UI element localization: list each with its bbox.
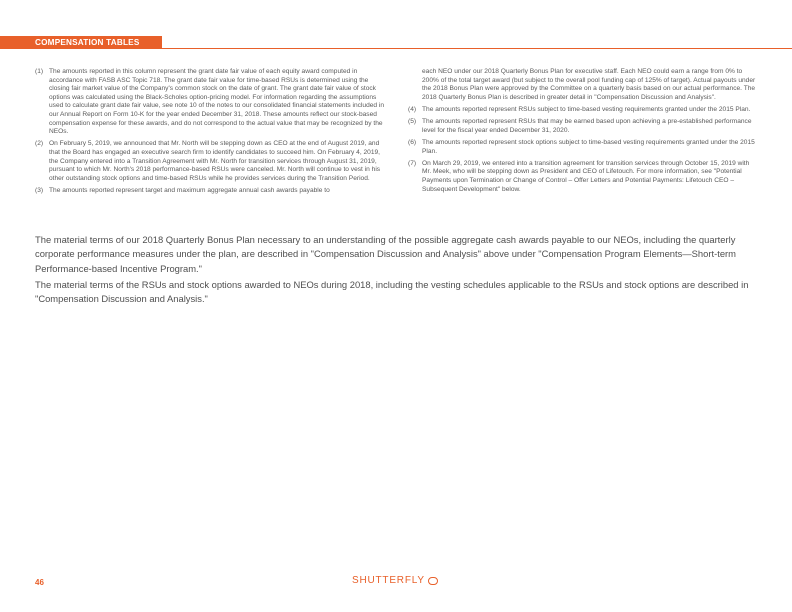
footnote-text: The amounts reported represent RSUs subject to time-based vesting requirements granted under the 2015 Plan.: [422, 105, 751, 113]
footnote-number: (4): [408, 105, 417, 113]
footnote-number: (5): [408, 118, 417, 126]
footnote-7: [408, 160, 760, 194]
footnotes-left-column: [35, 68, 385, 199]
footnote-text: each NEO under our 2018 Quarterly Bonus Plan for executive staff. Each NEO could earn a range from 0% to 200% of the total target award (but subject to the overall pool funding cap of 125% of target). Actual payouts under the 2018 Bonus Plan were approved by the Committee on a quarterly basis based on our actual performance. The 2018 Quarterly Bonus Plan is described in greater detail in "Compensation Discussion and Analysis".: [422, 68, 756, 101]
footnote-3: [35, 187, 385, 196]
footnote-6: [408, 139, 760, 156]
footnote-text: On February 5, 2019, we announced that Mr. North will be stepping down as CEO at the end of August 2019, and that the Board has engaged an executive search firm to identify candidates to succeed him. On February 4, 2019, the Company entered into a Transition Agreement with Mr. North for transition services through August 31, 2019, pursuant to which Mr. North's 2018 performance-based RSUs were canceled. Mr. North will continue to vest in his other outstanding stock options and time-based RSUs while he provides services during the Transition Period.: [49, 140, 381, 182]
footnote-number: (6): [408, 138, 417, 146]
footnote-number: (3): [35, 186, 44, 194]
footnote-text: On March 29, 2019, we entered into a transition agreement for transition services through October 15, 2019 with Mr. Meek, who will be stepping down as President and CEO of Lifetouch. For more information, see "Potential Payments upon Termination or Change of Control – Offer Letters and Potential Payments: Lifetouch CEO – Subsequent Development" below.: [422, 159, 750, 193]
brand-mark-icon: [428, 577, 438, 585]
brand-wordmark: SHUTTERFLY: [352, 575, 425, 586]
header-rule: [0, 48, 792, 49]
footnote-number: (7): [408, 159, 417, 167]
footnote-3-continuation: [408, 68, 760, 102]
footnote-number: (2): [35, 140, 44, 148]
footnote-4: [408, 106, 760, 115]
body-paragraph-bonus-plan: The material terms of our 2018 Quarterly Bonus Plan necessary to an understanding of the possible aggregate cash awards payable to our NEOs, including the quarterly corporate performance measures under the plan, are described in "Compensation Discussion and Analysis" above under "Compensation Program Elements—Short-term Performance-based Incentive Program.": [35, 234, 736, 274]
footnote-text: The amounts reported represent RSUs that may be earned based upon achieving a pre-established performance level for the fiscal year ended December 31, 2020.: [422, 118, 752, 134]
page-number: 46: [35, 578, 44, 587]
section-title-tab: COMPENSATION TABLES: [0, 36, 162, 49]
footnote-text: The amounts reported represent target and maximum aggregate annual cash awards payable to: [49, 186, 330, 194]
footnote-5: [408, 118, 760, 135]
footnote-2: [35, 140, 385, 183]
footnotes-right-column: [408, 68, 760, 198]
footnote-text: The amounts reported represent stock options subject to time-based vesting requirements granted under the 2015 Plan.: [422, 138, 755, 155]
footnote-number: (1): [35, 68, 44, 75]
footnote-text: The amounts reported in this column represent the grant date fair value of each equity award computed in accordance with FASB ASC Topic 718. The grant date fair value for time-based RSUs is determined using the closing fair market value of the Company's common stock on the date of grant. The grant date fair value of stock options was calculated using the Black-Scholes option-pricing model. For information regarding the assumptions used to calculate grant date fair value, see note 10 of the notes to our consolidated financial statements included in our Annual Report on Form 10-K for the year ended December 31, 2018. These amounts reflect our stock-based compensation expense for these awards, and do not correspond to the actual value that may be recognized by the NEOs.: [49, 68, 385, 136]
body-paragraph-rsu-terms: The material terms of the RSUs and stock options awarded to NEOs during 2018, including the vesting schedules applicable to the RSUs and stock options are described in "Compensation Discussion and Analysis.": [35, 279, 749, 305]
footnote-1: [35, 68, 385, 137]
brand-logo: [352, 575, 438, 586]
